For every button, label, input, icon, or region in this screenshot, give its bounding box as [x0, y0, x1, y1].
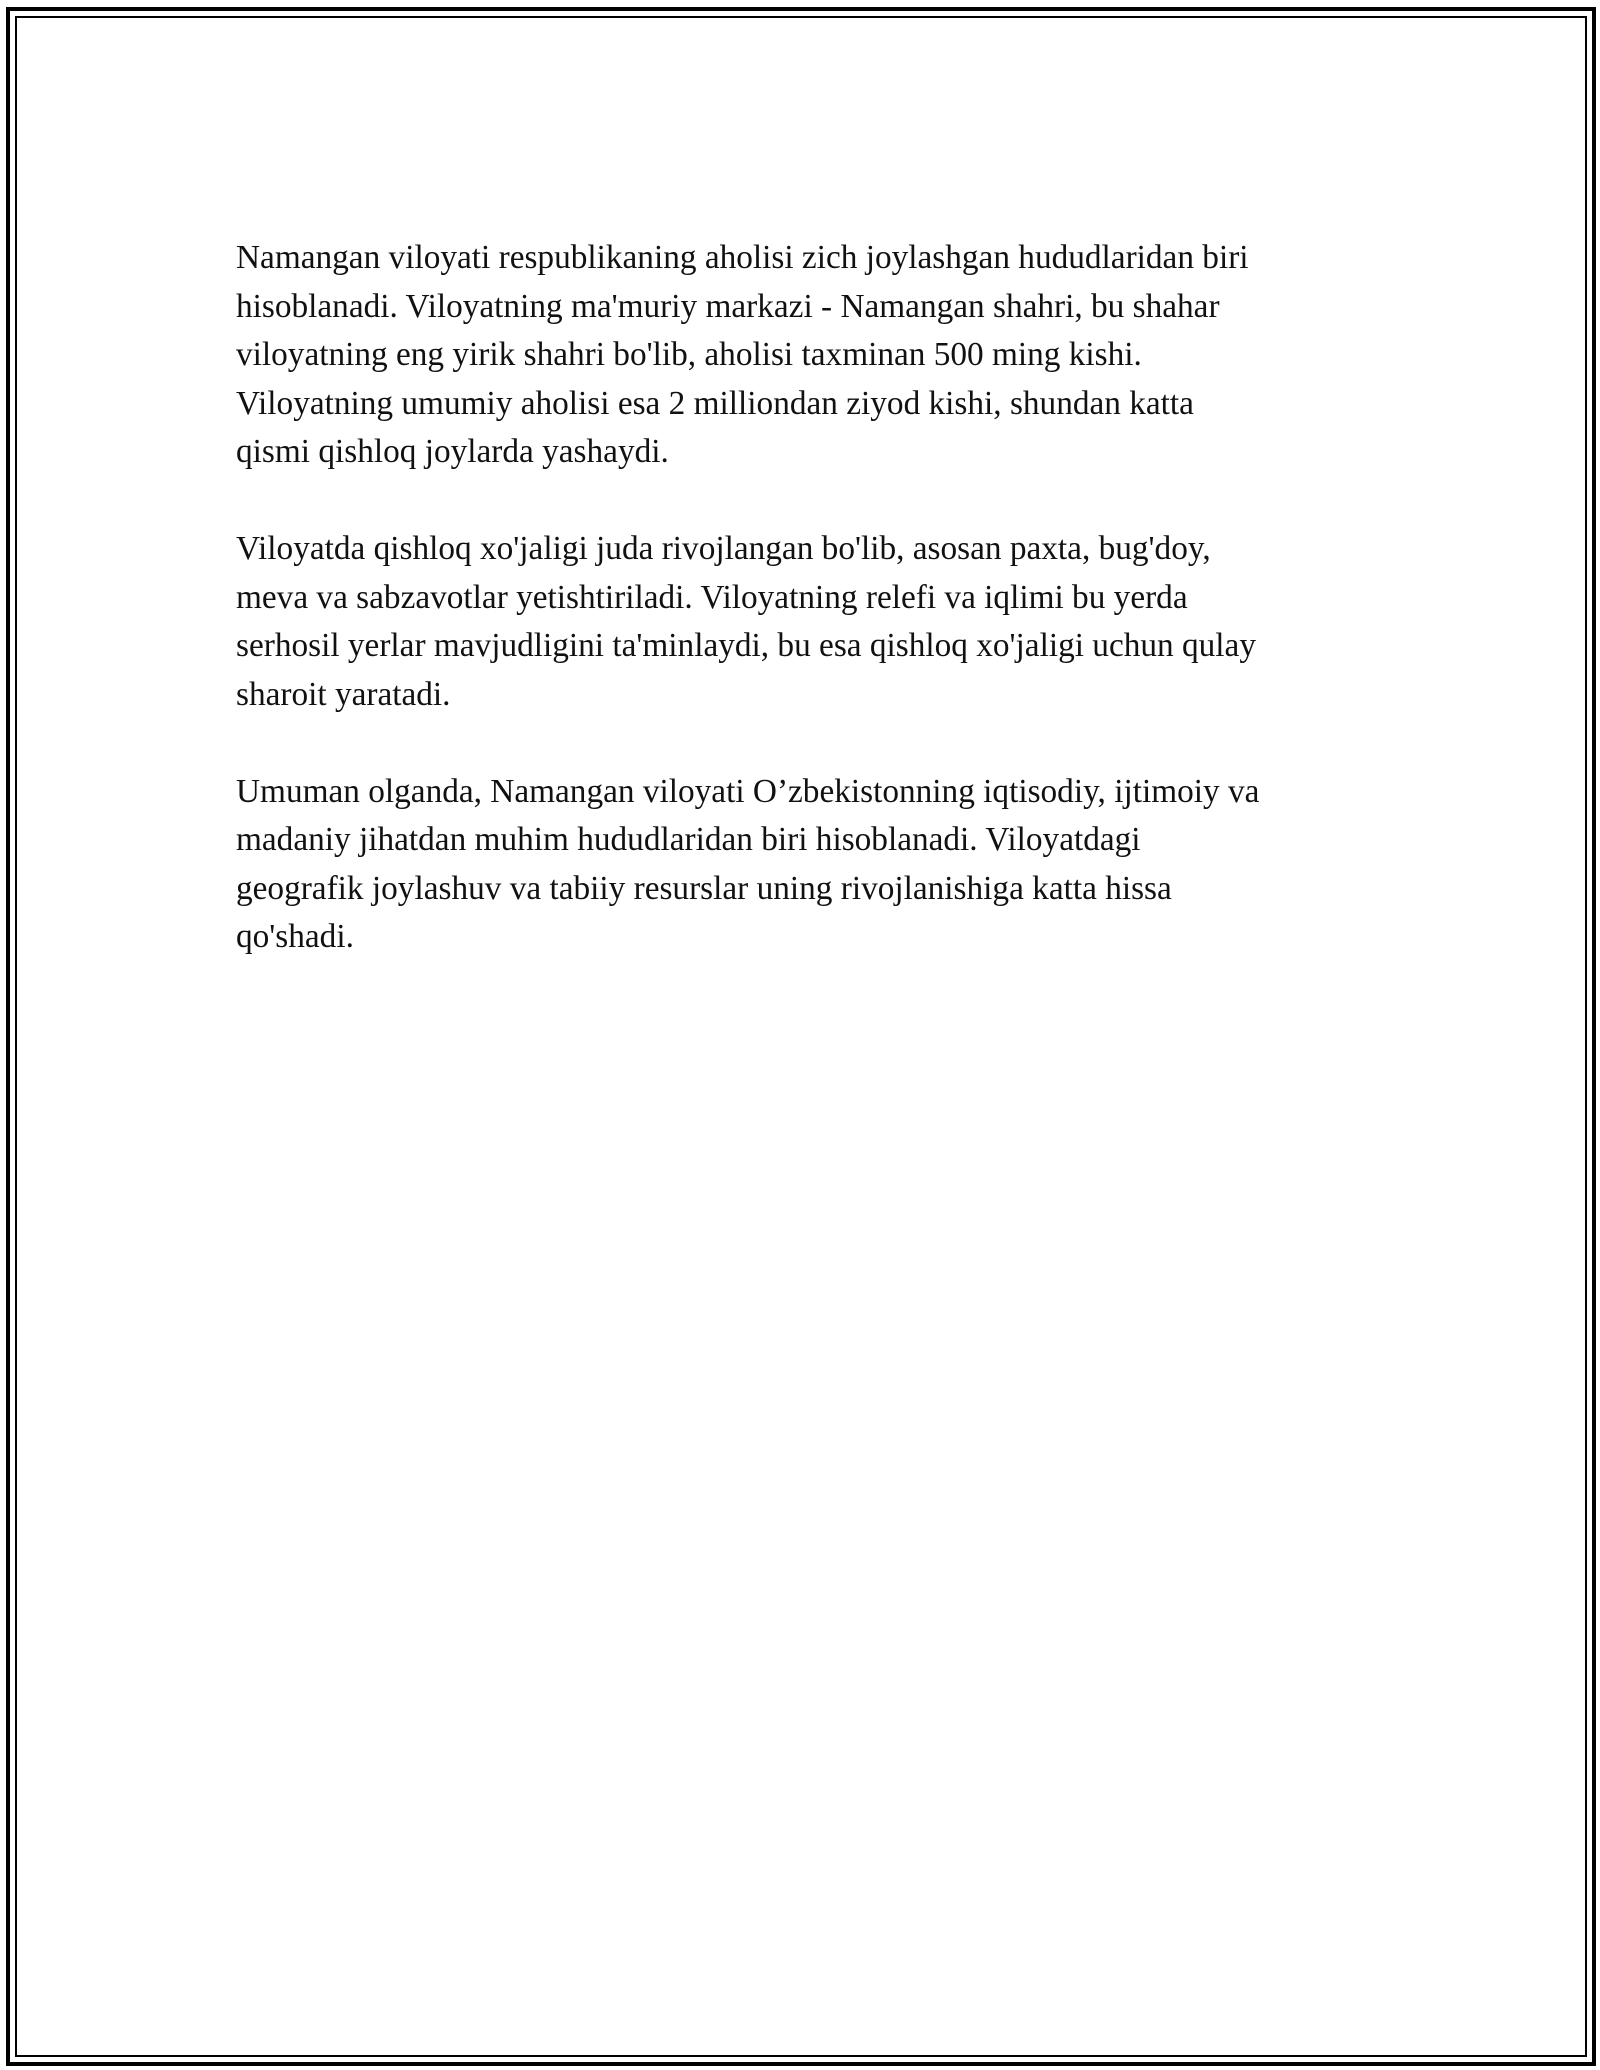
paragraph-population [236, 234, 1396, 477]
text-line: sharoit yaratadi. [236, 675, 451, 713]
text-line: Namangan viloyati respublikaning aholisi zich joylashgan hududlaridan biri [236, 239, 1249, 276]
paragraph-agriculture [236, 525, 1396, 719]
text-line: hisoblanadi. Viloyatning ma'muriy markazi - Namangan shahri, bu shahar [236, 287, 1220, 325]
text-line: viloyatning eng yirik shahri bo'lib, aholisi taxminan 500 ming kishi. [236, 336, 1142, 373]
text-line: geografik joylashuv va tabiiy resurslar uning rivojlanishiga katta hissa [236, 869, 1172, 907]
paragraph-conclusion [236, 768, 1396, 962]
text-line: Umuman olganda, Namangan viloyati O’zbekistonning iqtisodiy, ijtimoiy va [236, 772, 1260, 810]
text-line: qismi qishloq joylarda yashaydi. [236, 433, 669, 470]
text-line: meva va sabzavotlar yetishtiriladi. Viloyatning relefi va iqlimi bu yerda [236, 578, 1188, 616]
text-line: madaniy jihatdan muhim hududlaridan biri hisoblanadi. Viloyatdagi [236, 821, 1141, 858]
document-body [236, 234, 1396, 1010]
text-line: qo'shadi. [236, 918, 354, 955]
text-line: Viloyatning umumiy aholisi esa 2 milliondan ziyod kishi, shundan katta [236, 384, 1194, 422]
text-line: serhosil yerlar mavjudligini ta'minlaydi, bu esa qishloq xo'jaligi uchun qulay [236, 627, 1256, 664]
text-line: Viloyatda qishloq xo'jaligi juda rivojlangan bo'lib, asosan paxta, bug'doy, [236, 530, 1211, 567]
